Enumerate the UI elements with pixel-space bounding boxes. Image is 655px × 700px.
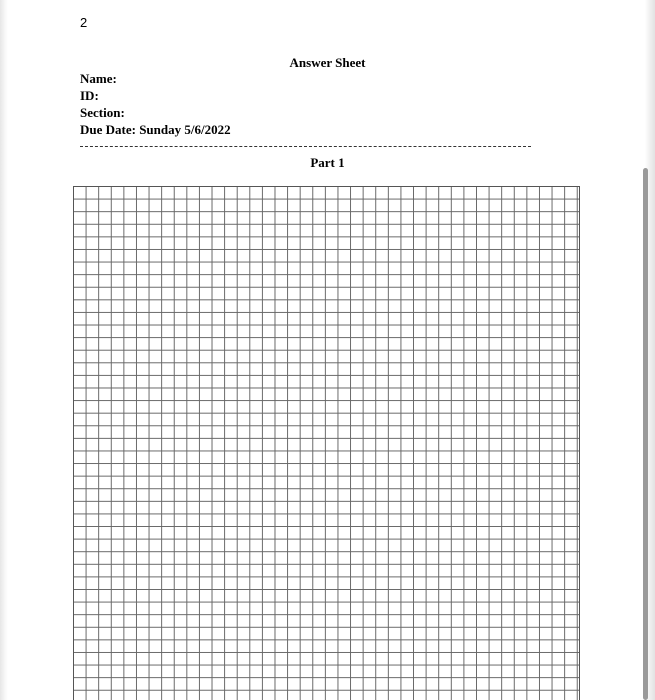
scrollbar-thumb[interactable] bbox=[643, 168, 648, 700]
document-title bbox=[0, 55, 655, 71]
page-edge-left bbox=[0, 0, 8, 700]
page-number: 2 bbox=[80, 15, 88, 30]
answer-grid bbox=[73, 186, 580, 700]
due-date-label: Due Date: Sunday 5/6/2022 bbox=[80, 122, 231, 137]
section-label: Section: bbox=[80, 105, 125, 120]
part-title: Part 1 bbox=[310, 155, 345, 170]
dashed-divider bbox=[80, 146, 531, 147]
document-title-text: Answer Sheet bbox=[289, 55, 366, 70]
id-label: ID: bbox=[80, 88, 99, 103]
name-label: Name: bbox=[80, 71, 117, 86]
